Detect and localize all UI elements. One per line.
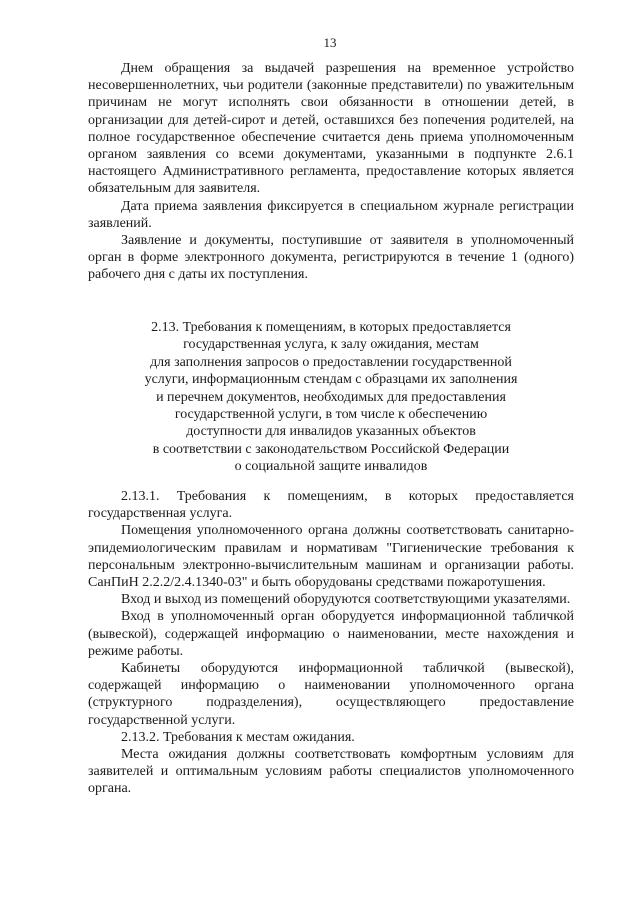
paragraph-entrance-signs: Вход и выход из помещений оборудуются соответствующими указателями. — [121, 592, 571, 608]
paragraph-registration-journal: Дата приема заявления фиксируется в специальном журнале регистрации заявлений. — [88, 198, 574, 231]
heading-line: государственной услуги, в том числе к обеспечению — [174, 407, 488, 423]
heading-line: и перечнем документов, необходимых для предоставления — [156, 389, 506, 405]
heading-line: 2.13. Требования к помещениям, в которых предоставляется — [151, 320, 511, 335]
heading-line: о социальной защите инвалидов — [234, 459, 428, 475]
paragraph-application-date: Днем обращения за выдачей разрешения на временное устройство несовершеннолетних, чьи родители (законные представители) по уважительным причинам не могут исполнять свои обязанности в отношении детей, в организации для детей-сирот и детей, оставшихся без попечения родителей, на полное государственное обеспечение считается день приема уполномоченным органом заявления со всеми документами, указанными в подпункте 2.6.1 настоящего Административного регламента, предоставление которых является обязательным для заявителя. — [88, 61, 574, 197]
paragraph-2-13-2: 2.13.2. Требования к местам ожидания. — [121, 729, 355, 745]
paragraph-sanitary-requirements: Помещения уполномоченного органа должны соответствовать санитарно-эпидемиологическим правилам и нормативам "Гигиенические требования к персональным электронно-вычислительным машинам и организации работы. СанПиН 2.2.2/2.4.1340-03" и быть оборудованы средствами пожаротушения. — [88, 523, 574, 591]
section-heading — [88, 319, 574, 476]
paragraph-electronic-registration: Заявление и документы, поступившие от заявителя в уполномоченный орган в форме электронного документа, регистрируются в течение 1 (одного) рабочего дня с даты их поступления. — [88, 233, 574, 283]
heading-line: доступности для инвалидов указанных объектов — [186, 424, 476, 440]
top-paragraphs — [88, 60, 574, 284]
paragraph-2-13-1: 2.13.1. Требования к помещениям, в которых предоставляется государственная услуга. — [88, 489, 574, 522]
paragraph-entrance-plaque: Вход в уполномоченный орган оборудуется информационной табличкой (вывеской), содержащей информацию о наименовании, месте нахождения и режиме работы. — [88, 609, 574, 659]
heading-line: услуги, информационным стендам с образцами их заполнения — [144, 372, 518, 388]
paragraph-waiting-areas: Места ожидания должны соответствовать комфортным условиям для заявителей и оптимальным условиям работы специалистов уполномоченного органа. — [88, 747, 574, 797]
heading-line: в соответствии с законодательством Российской Федерации — [152, 441, 510, 457]
bottom-paragraphs — [88, 488, 574, 798]
paragraph-office-plaques: Кабинеты оборудуются информационной табличкой (вывеской), содержащей информацию о наименовании уполномоченного органа (структурного подразделения), осуществляющего предоставление государственной услуги. — [88, 661, 574, 728]
heading-line: для заполнения запросов о предоставлении государственной — [150, 354, 512, 370]
page-number: 13 — [323, 35, 337, 50]
heading-line: государственная услуга, к залу ожидания, местам — [183, 337, 479, 353]
